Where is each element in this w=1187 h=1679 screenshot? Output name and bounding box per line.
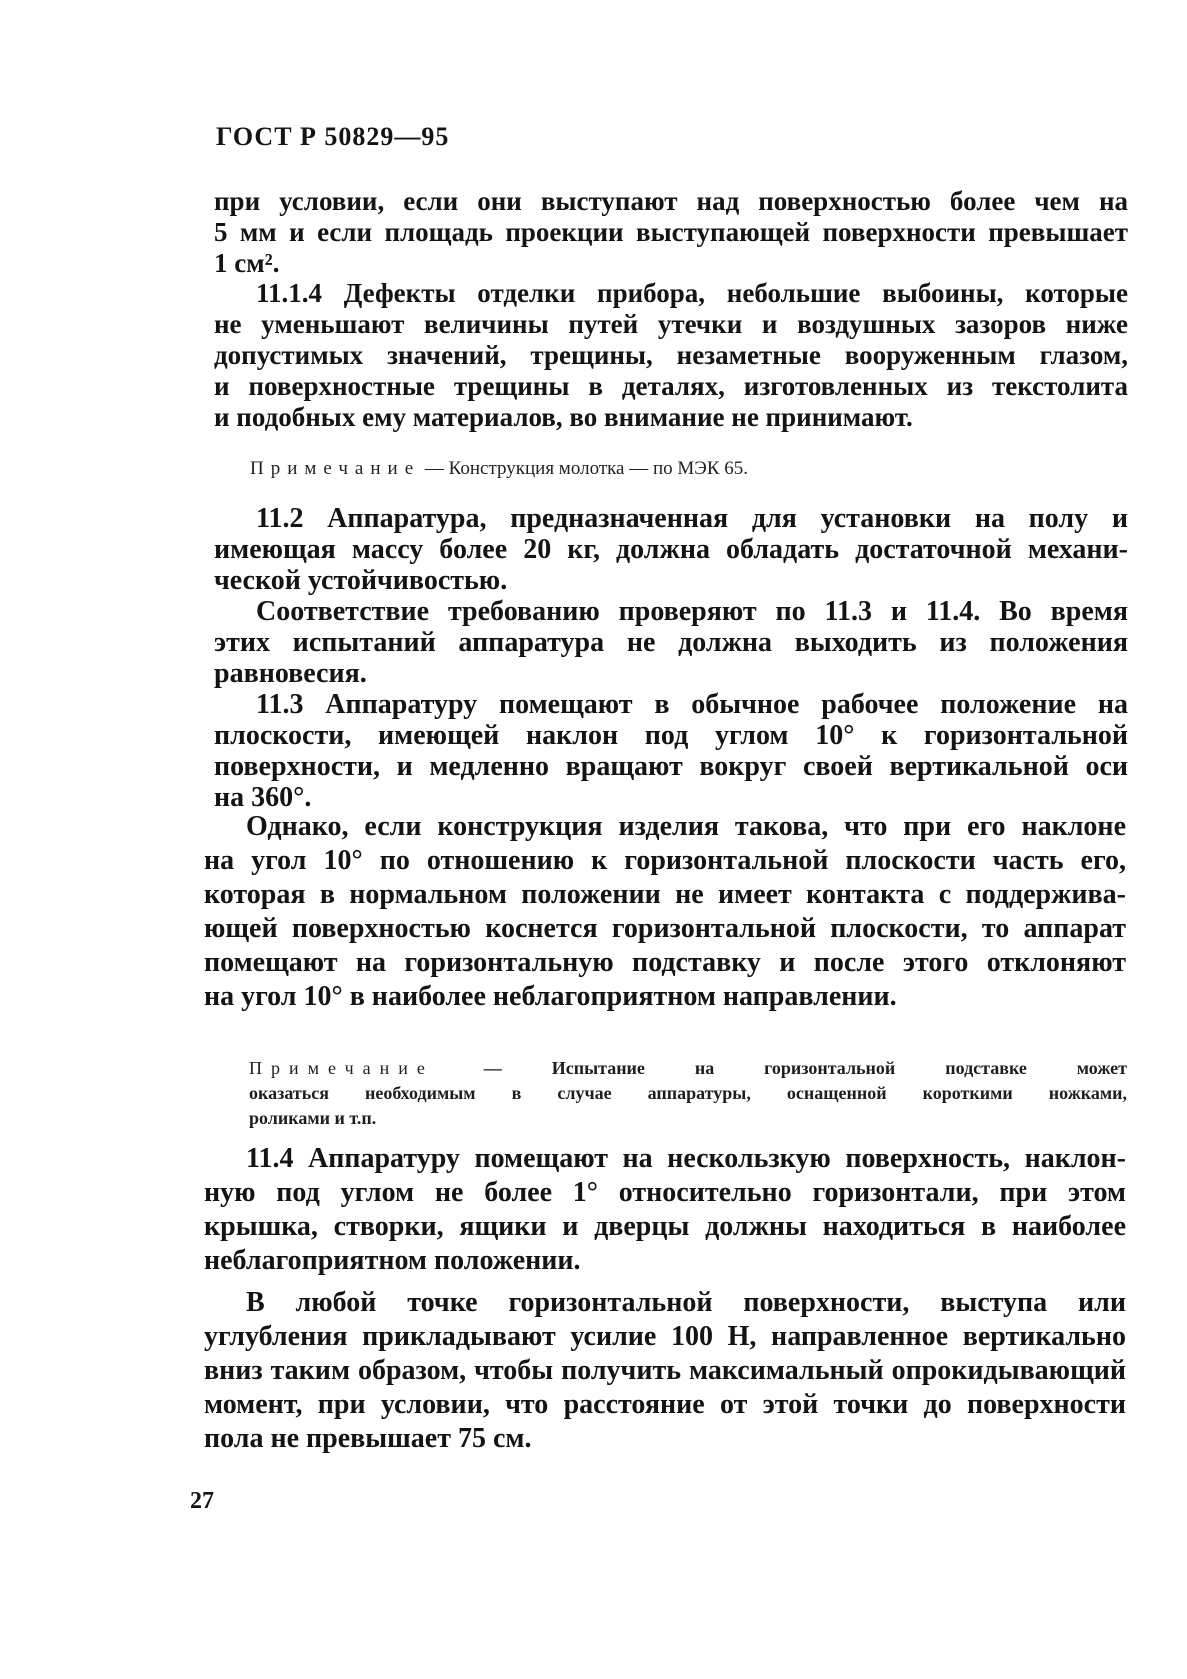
paragraph-11-3-however [204, 810, 1126, 1014]
text-line: Однако, если конструкция изделия такова, что при его наклоне [246, 811, 1126, 842]
text-line: углубления прикладывают усилие 100 Н, направленное вертикально [204, 1321, 1126, 1352]
paragraph-11-4-force [204, 1286, 1126, 1456]
text-line: крышка, створки, ящики и дверцы должны находиться в наиболее [204, 1211, 1126, 1242]
text-line: ющей поверхностью коснется горизонтальной плоскости, то аппарат [204, 913, 1126, 944]
text-line: помещают на горизонтальную подставку и после этого отклоняют [204, 947, 1126, 978]
text-line: неблагоприятном положении. [204, 1245, 581, 1276]
note-text: — Испытание на горизонтальной подставке может [483, 1058, 1127, 1078]
text-line: 5 мм и если площадь проекции выступающей поверхности превышает [214, 217, 1128, 247]
paragraph-continuation [214, 186, 1128, 279]
text-line: плоскости, имеющей наклон под углом 10° к горизонтальной [214, 720, 1128, 751]
note-hammer [250, 458, 748, 480]
text-line: 11.1.4 Дефекты отделки прибора, небольшие выбоины, которые [256, 278, 1128, 308]
text-line: 11.4 Аппаратуру помещают на нескользкую поверхность, наклон- [246, 1143, 1126, 1174]
text-line: при условии, если они выступают над поверхностью более чем на [214, 186, 1128, 216]
text-line: допустимых значений, трещины, незаметные вооруженным глазом, [214, 340, 1128, 370]
text-line: момент, при условии, что расстояние от этой точки до поверхности [204, 1389, 1126, 1420]
text-line: на 360°. [214, 782, 312, 813]
page-number: 27 [190, 1488, 214, 1514]
text-line: 11.2 Аппаратура, предназначенная для установки на полу и [256, 503, 1128, 534]
text-line: и поверхностные трещины в деталях, изготовленных из текстолита [214, 371, 1128, 401]
text-line: вниз таким образом, чтобы получить максимальный опрокидывающий [204, 1355, 1126, 1386]
text-line: и подобных ему материалов, во внимание не принимают. [214, 402, 913, 432]
text-line: этих испытаний аппаратура не должна выходить из положения [214, 627, 1128, 658]
text-line: ную под углом не более 1° относительно горизонтали, при этом [204, 1177, 1126, 1208]
text-line: В любой точке горизонтальной поверхности, выступа или [246, 1287, 1126, 1318]
paragraph-11-3 [214, 689, 1128, 813]
text-line: не уменьшают величины путей утечки и воздушных зазоров ниже [214, 309, 1128, 339]
text-line: на угол 10° в наиболее неблагоприятном направлении. [204, 981, 897, 1012]
paragraph-11-2 [214, 503, 1128, 596]
text-line: оказаться необходимым в случае аппаратуры, оснащенной короткими ножками, [249, 1083, 1127, 1103]
text-line: имеющая массу более 20 кг, должна обладать достаточной механи- [214, 534, 1128, 565]
text-line: роликами и т.п. [249, 1108, 377, 1128]
text-line: равновесия. [214, 658, 367, 689]
note-text: — Конструкция молотка — по МЭК 65. [424, 458, 749, 479]
text-line: ческой устойчивостью. [214, 565, 508, 596]
document-header: ГОСТ Р 50829—95 [216, 122, 450, 151]
text-line [249, 1056, 1127, 1081]
text-line: 11.3 Аппаратуру помещают в обычное рабочее положение на [256, 689, 1128, 720]
text-line: на угол 10° по отношению к горизонтальной плоскости часть его, [204, 845, 1126, 876]
paragraph-11-1-4 [214, 278, 1128, 433]
paragraph-11-4 [204, 1142, 1126, 1278]
text-line: которая в нормальном положении не имеет контакта с поддержива- [204, 879, 1126, 910]
text-line: 1 см². [214, 248, 280, 278]
text-line: поверхности, и медленно вращают вокруг своей вертикальной оси [214, 751, 1128, 782]
text-line: Соответствие требованию проверяют по 11.3 и 11.4. Во время [256, 596, 1128, 627]
note-label: Примечание [250, 458, 421, 479]
note-label: Примечание [249, 1058, 434, 1078]
paragraph-11-2-check [214, 596, 1128, 689]
text-line: пола не превышает 75 см. [204, 1423, 532, 1454]
note-horizontal-stand [249, 1056, 1127, 1131]
